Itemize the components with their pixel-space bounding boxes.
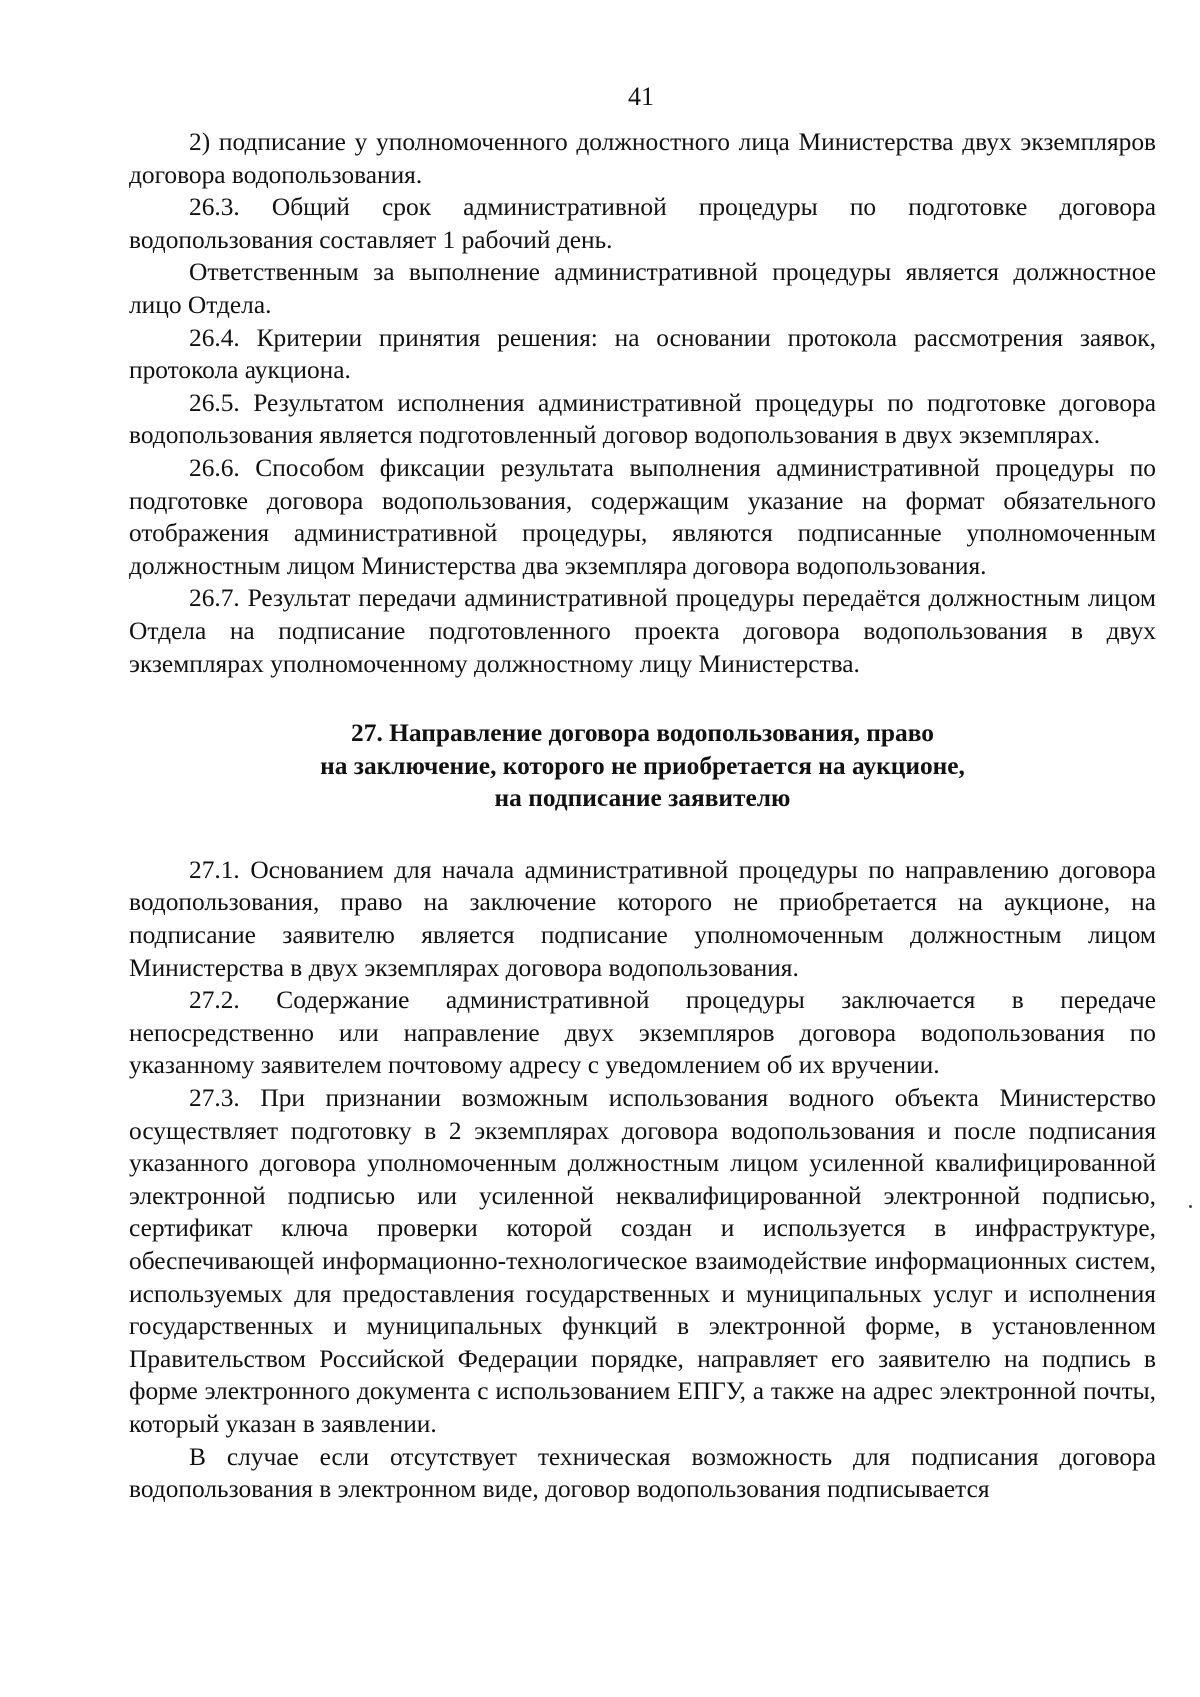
section-27-heading-line-1: 27. Направление договора водопользования, право — [351, 719, 934, 748]
paragraph-26-5: 26.5. Результатом исполнения административной процедуры по подготовке договора водопользования является подготовленный договор водопользования в двух экземплярах. — [129, 388, 1156, 450]
paragraph-26-4: 26.4. Критерии принятия решения: на основании протокола рассмотрения заявок, протокола аукциона. — [129, 323, 1156, 385]
section-27-heading-line-2: на заключение, которого не приобретается на аукционе, — [320, 751, 965, 780]
paragraph-26-7: 26.7. Результат передачи административной процедуры передаётся должностным лицом Отдела на подписание подготовленного проекта договора водопользования в двух экземплярах уполномоченному должностному лицу Министерства. — [129, 584, 1156, 678]
section-27-heading — [129, 717, 1156, 815]
paragraph-26-3: 26.3. Общий срок административной процедуры по подготовке договора водопользования составляет 1 рабочий день. — [129, 193, 1156, 254]
paragraph-27-1: 27.1. Основанием для начала административной процедуры по направлению договора водопользования, право на заключение которого не приобретается на аукционе, на подписание заявителю является подписание уполномоченным должностным лицом Министерства в двух экземплярах договора водопользования. — [129, 855, 1156, 982]
document-body — [129, 126, 1156, 1506]
paragraph-27-2: 27.2. Содержание административной процедуры заключается в передаче непосредственно или направление двух экземпляров договора водопользования по указанному заявителем почтовому адресу с уведомлением об их вручении. — [129, 986, 1156, 1080]
paragraph-26-6: 26.6. Способом фиксации результата выполнения административной процедуры по подготовке договора водопользования, содержащим указание на формат обязательного отображения административной процедуры, являются подписанные уполномоченным должностным лицом Министерства два экземпляра договора водопользования. — [129, 453, 1156, 580]
paragraph-27-3: 27.3. При признании возможным использования водного объекта Министерство осуществляет подготовку в 2 экземплярах договора водопользования и после подписания указанного договора уполномоченным должностным лицом усиленной квалифицированной электронной подписью или усиленной неквалифицированной электронной подписью, сертификат ключа проверки которой создан и используется в инфраструктуре, обеспечивающей информационно-технологическое взаимодействие информационных систем, используемых для предоставления государственных и муниципальных услуг и исполнения государственных и муниципальных функций в электронной форме, в установленном Правительством Российской Федерации порядке, направляет его заявителю на подпись в форме электронного документа с использованием ЕПГУ, а также на адрес электронной почты, который указан в заявлении. — [129, 1084, 1156, 1438]
paragraph-responsible: Ответственным за выполнение административной процедуры является должностное лицо Отдела. — [129, 258, 1156, 319]
paragraph-2-signing: 2) подписание у уполномоченного должностного лица Министерства двух экземпляров договора водопользования. — [129, 128, 1156, 189]
section-27-heading-line-3: на подписание заявителю — [494, 784, 791, 813]
scan-speck — [1189, 1205, 1192, 1208]
paragraph-no-technical-possibility: В случае если отсутствует техническая возможность для подписания договора водопользования в электронном виде, договор водопользования подписывается — [129, 1442, 1156, 1504]
page-number: 41 — [628, 82, 654, 111]
